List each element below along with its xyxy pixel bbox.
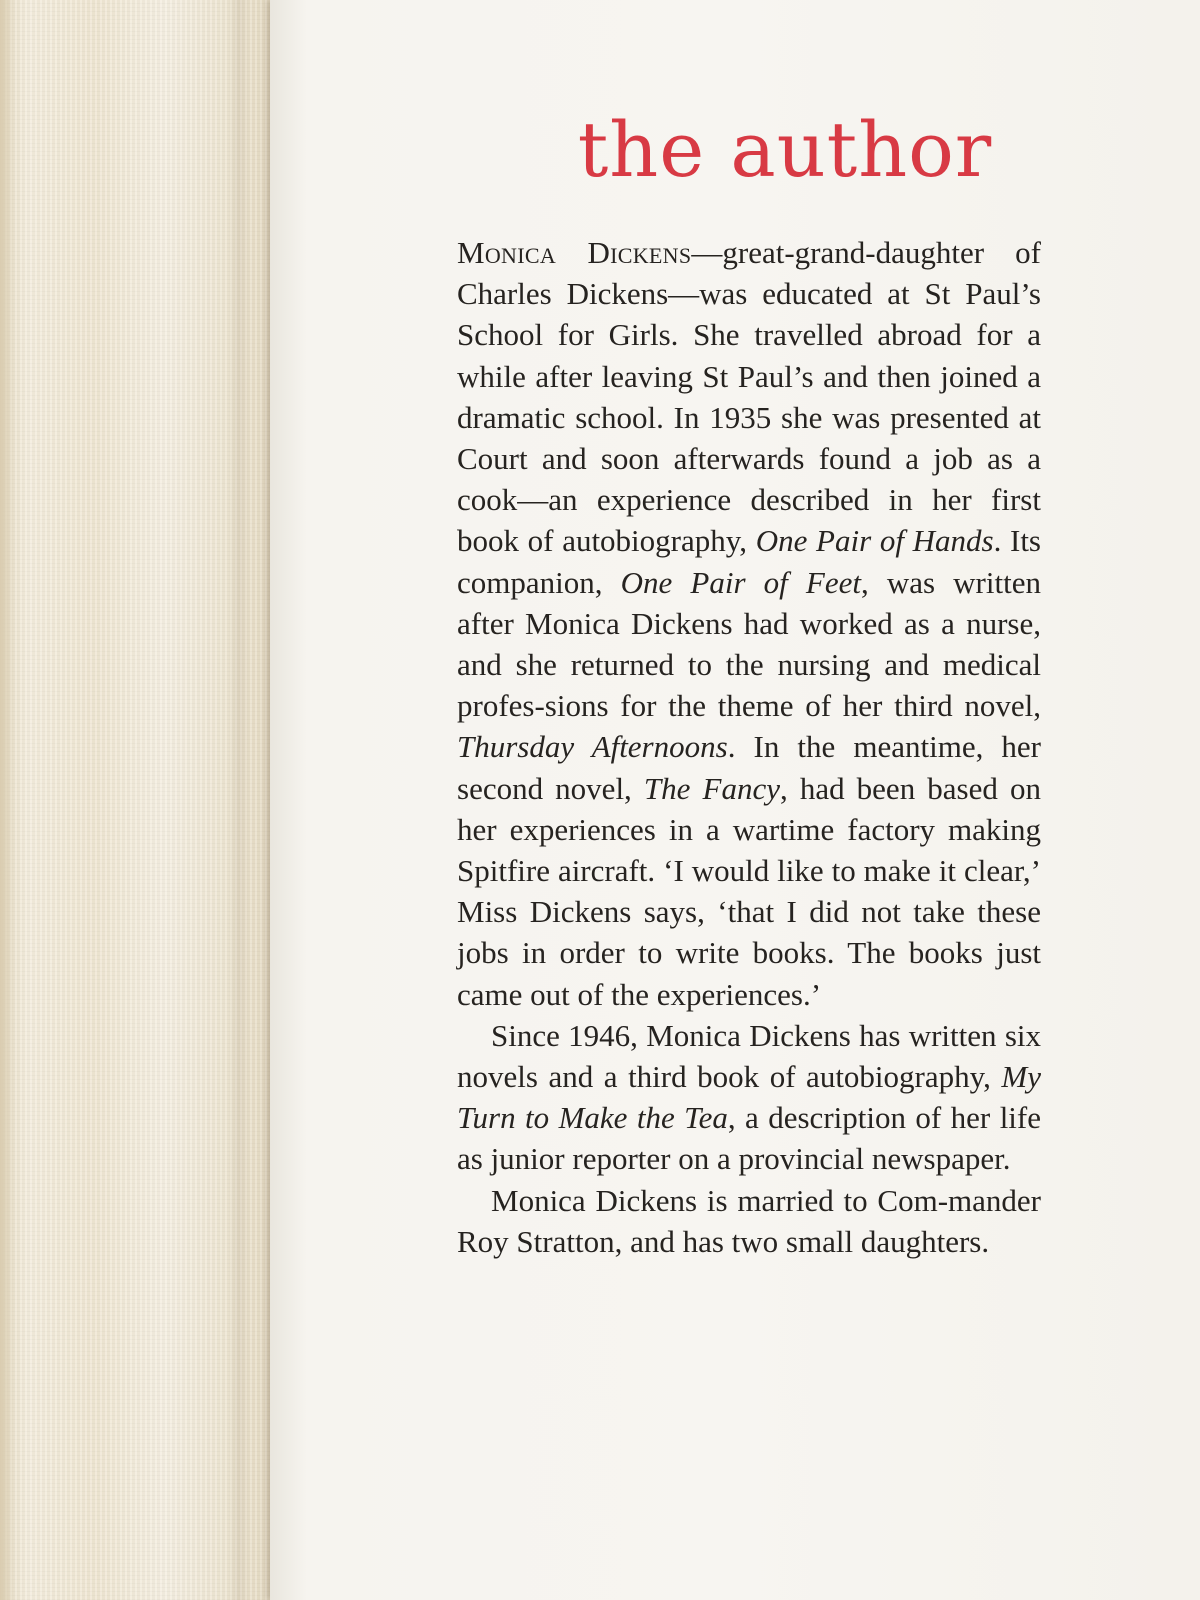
page-heading: the author <box>577 105 993 194</box>
bio-text: Since 1946, Monica Dickens has written six novels and a third book of autobiography, <box>457 1017 1041 1095</box>
bio-text: Monica Dickens is married to Com-mander Roy Stratton, and has two small daughters. <box>457 1182 1041 1259</box>
book-title: One Pair of Feet <box>620 564 861 600</box>
book-page <box>270 0 1200 1600</box>
author-name: Monica Dickens <box>457 235 692 270</box>
bio-text: , a description of her life as junior reporter on a provincial newspaper. <box>457 1100 1042 1177</box>
book-title: One Pair of Hands <box>755 523 994 559</box>
author-bio <box>457 232 1041 1262</box>
bio-paragraph-1 <box>457 232 1041 1015</box>
bio-text: , was written after Monica Dickens had worked as a nurse, and she returned to the nursing and medical profes-sions for the theme of her third novel, <box>457 564 1041 724</box>
book-title: My Turn to Make the Tea <box>457 1059 1041 1136</box>
bio-text: . In the meantime, her second novel, <box>457 729 1041 806</box>
bio-paragraph-2 <box>457 1015 1041 1180</box>
spine-fold <box>228 0 250 1600</box>
spine-edge <box>0 0 14 1600</box>
bio-text: , had been based on her experiences in a wartime factory making Spitfire aircraft. ‘I would like to make it clear,’ Miss Dickens says, ‘that I did not take these jobs in order to write books. The books just came out of the experiences.’ <box>457 770 1041 1012</box>
book-title: The Fancy <box>643 770 780 806</box>
bio-text: —great-grand-daughter of Charles Dickens—was educated at St Paul’s School for Girls. She travelled abroad for a while after leaving St Paul’s and then joined a dramatic school. In 1935 she was presented at Court and soon afterwards found a job as a cook—an experience described in her first book of autobiography, <box>457 235 1042 559</box>
book-title: Thursday Afternoons <box>457 729 728 765</box>
bio-paragraph-3 <box>457 1180 1041 1262</box>
bio-text: . Its companion, <box>457 523 1041 600</box>
book-spine <box>0 0 275 1600</box>
